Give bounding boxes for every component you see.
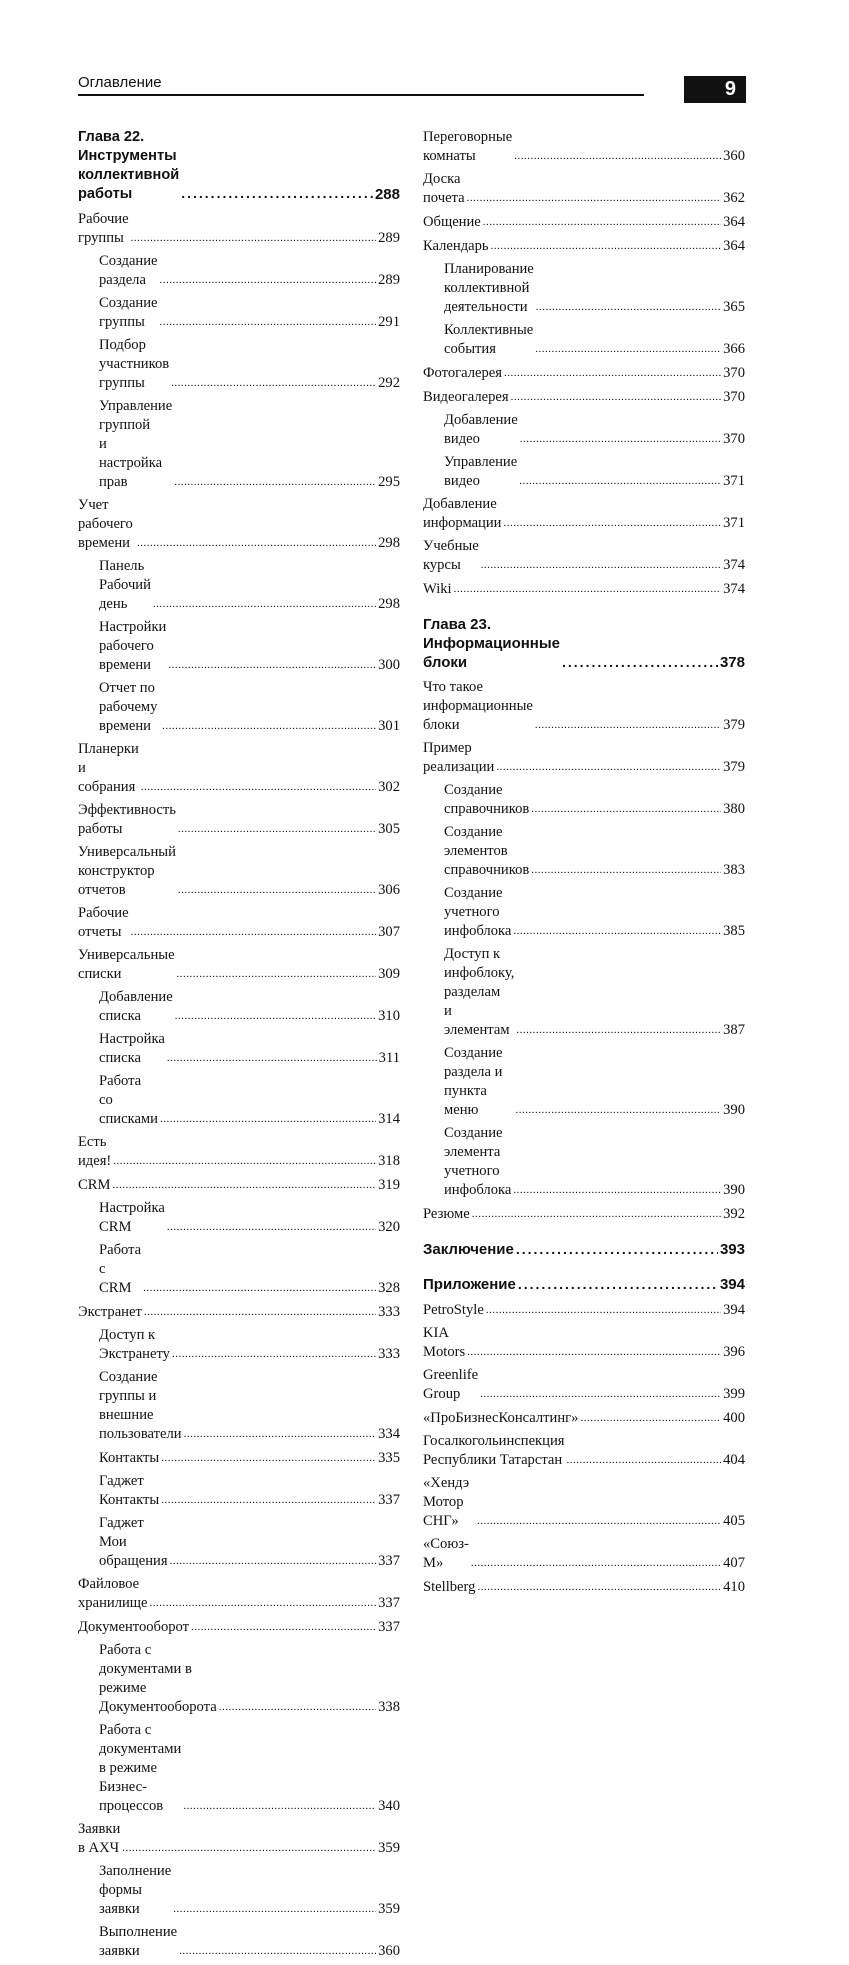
toc-entry-page: 407 (723, 1555, 745, 1571)
toc-entry-page: 405 (723, 1513, 745, 1529)
toc-entry[interactable] (78, 557, 400, 614)
dot-leader (477, 1577, 721, 1597)
toc-entry-title-line1: Планирование коллективной (444, 261, 534, 296)
dot-leader (491, 236, 722, 256)
dot-leader (131, 922, 377, 942)
toc-entry-page: 335 (378, 1450, 400, 1466)
toc-entry-page: 319 (378, 1177, 400, 1193)
toc-entry-page: 371 (723, 473, 745, 489)
dot-leader (183, 1796, 376, 1816)
dot-leader (516, 1020, 721, 1040)
dot-leader (167, 1048, 377, 1068)
toc-entry[interactable] (423, 236, 745, 256)
toc-entry-page: 302 (378, 779, 400, 795)
toc-entry-page: 320 (378, 1219, 400, 1235)
toc-entry[interactable] (423, 1432, 745, 1470)
dot-leader (179, 1941, 376, 1961)
toc-entry[interactable] (423, 739, 745, 777)
toc-entry-title-line2: инфоблока (444, 1182, 512, 1198)
toc-entry-title: Доступ к Экстранету (99, 1327, 170, 1362)
toc-entry-page: 338 (378, 1699, 400, 1715)
toc-entry-title-line1: Госалкогольинспекция (423, 1433, 565, 1449)
toc-entry-page: 370 (723, 431, 745, 447)
toc-entry-title-line2: Республики Татарстан (423, 1452, 563, 1468)
toc-entry-title: Панель Рабочий день (99, 558, 151, 612)
toc-entry-title: Заявки в АХЧ (78, 1821, 121, 1856)
toc-entry-page: 337 (378, 1553, 400, 1569)
toc-entry-title: «Хендэ Мотор СНГ» (423, 1475, 470, 1529)
toc-entry[interactable] (78, 1575, 400, 1613)
dot-leader (535, 339, 721, 359)
toc-entry-title-line2: коллективной работы (78, 167, 180, 202)
dot-leader (181, 184, 373, 204)
toc-entry-page: 337 (378, 1595, 400, 1611)
toc-entry[interactable] (423, 260, 745, 317)
toc-entry[interactable] (423, 212, 745, 232)
dot-leader (191, 1617, 376, 1637)
toc-entry-title: Создание элементов справочников (444, 824, 530, 878)
toc-entry-page: 289 (378, 272, 400, 288)
toc-entry-title: Универсальные списки (78, 947, 175, 982)
toc-entry-page: 396 (723, 1344, 745, 1360)
toc-entry[interactable] (78, 1820, 400, 1858)
toc-entry-page: 365 (723, 299, 745, 315)
dot-leader (161, 1448, 376, 1468)
toc-entry-title: Заключение (423, 1241, 514, 1258)
toc-entry[interactable] (78, 1072, 400, 1129)
dot-leader (504, 363, 721, 383)
toc-entry[interactable] (423, 1204, 745, 1224)
toc-entry-title: Рабочие группы (78, 211, 129, 246)
toc-entry-page: 334 (378, 1426, 400, 1442)
toc-entry-title-line2: и элементам (444, 1003, 510, 1038)
toc-entry[interactable] (423, 321, 745, 359)
toc-chapter-entry[interactable] (423, 1240, 745, 1259)
dot-leader (531, 860, 721, 880)
toc-entry-title: Рабочие отчеты (78, 905, 129, 940)
toc-entry-title (444, 260, 534, 317)
toc-entry-page: 359 (378, 1901, 400, 1917)
toc-entry-page: 362 (723, 190, 745, 206)
toc-entry-title: CRM (78, 1177, 111, 1193)
toc-entry[interactable] (423, 579, 745, 599)
dot-leader (515, 1100, 721, 1120)
toc-entry-title: Управление видео (444, 454, 518, 489)
toc-entry-page: 314 (378, 1111, 400, 1127)
toc-entry-title: Эффективность работы (78, 802, 176, 837)
toc-entry-page: 379 (723, 759, 745, 775)
toc-entry-page: 394 (719, 1276, 745, 1293)
toc-entry-page: 291 (378, 314, 400, 330)
dot-leader (172, 1344, 376, 1364)
toc-entry-title: Универсальный конструктор отчетов (78, 844, 176, 898)
toc-entry[interactable] (423, 411, 745, 449)
toc-entry-title (99, 1641, 217, 1717)
dot-leader (471, 1553, 721, 1573)
toc-entry-title: Планерки и собрания (78, 741, 139, 795)
toc-entry[interactable] (78, 336, 400, 393)
toc-entry-title (99, 397, 172, 492)
toc-entry[interactable] (78, 1641, 400, 1717)
toc-entry-title: «Союз-М» (423, 1536, 469, 1571)
toc-entry[interactable] (423, 884, 745, 941)
toc-entry-page: 311 (378, 1050, 400, 1066)
toc-entry-title: Добавление списка (99, 989, 173, 1024)
toc-entry-page: 359 (378, 1840, 400, 1856)
dot-leader (566, 1450, 721, 1470)
toc-entry[interactable] (78, 1199, 400, 1237)
toc-entry-title: Резюме (423, 1206, 470, 1222)
toc-entry-page: 385 (723, 923, 745, 939)
toc-entry-title: Переговорные комнаты (423, 129, 513, 164)
toc-entry[interactable] (78, 1472, 400, 1510)
toc-entry-title (78, 128, 179, 204)
toc-entry-title: Добавление видео (444, 412, 518, 447)
dot-leader (160, 312, 377, 332)
dot-leader (519, 471, 721, 491)
dot-leader (177, 964, 377, 984)
toc-entry[interactable] (423, 363, 745, 383)
dot-leader (168, 655, 376, 675)
dot-leader (184, 1424, 377, 1444)
toc-entry-page: 288 (374, 186, 400, 203)
header-rule (78, 94, 644, 96)
toc-entry[interactable] (78, 988, 400, 1026)
toc-entry-title (423, 1432, 564, 1470)
toc-entry-title (99, 1721, 181, 1816)
toc-entry[interactable] (78, 1241, 400, 1298)
dot-leader (514, 146, 721, 166)
toc-entry-page: 298 (378, 535, 400, 551)
toc-entry-page: 305 (378, 821, 400, 837)
dot-leader (150, 1593, 377, 1613)
dot-leader (173, 1899, 376, 1919)
toc-entry-page: 404 (723, 1452, 745, 1468)
toc-entry-page: 390 (723, 1102, 745, 1118)
toc-entry-page: 289 (378, 230, 400, 246)
dot-leader (467, 188, 722, 208)
dot-leader (511, 387, 722, 407)
toc-entry[interactable] (423, 1535, 745, 1573)
toc-entry-title: Контакты (99, 1450, 160, 1466)
toc-entry[interactable] (423, 945, 745, 1040)
dot-leader (496, 757, 721, 777)
toc-entry-title: Отчет по рабочему времени (99, 680, 158, 734)
toc-entry-page: 371 (723, 515, 745, 531)
toc-entry-title: Фотогалерея (423, 365, 502, 381)
toc-entry-title: Добавление информации (423, 496, 502, 531)
dot-leader (504, 513, 722, 533)
toc-entry[interactable] (78, 946, 400, 984)
dot-leader (467, 1342, 721, 1362)
toc-entry-page: 307 (378, 924, 400, 940)
toc-entry-title: Создание учетного инфоблока (444, 885, 512, 939)
toc-entry-title-line1: Работа с документами в режиме (99, 1722, 182, 1776)
toc-entry[interactable] (78, 1862, 400, 1919)
toc-entry-title: Настройка списка (99, 1031, 165, 1066)
toc-entry-page: 360 (723, 148, 745, 164)
dot-leader (481, 555, 721, 575)
toc-entry-title: «ПроБизнесКонсалтинг» (423, 1410, 579, 1426)
toc-entry[interactable] (423, 128, 745, 166)
toc-entry[interactable] (78, 1721, 400, 1816)
dot-leader (483, 212, 721, 232)
dot-leader (477, 1511, 721, 1531)
toc-entry-title: KIA Motors (423, 1325, 466, 1360)
toc-entry-title-line2: Бизнес-процессов (99, 1779, 164, 1814)
toc-entry-page: 364 (723, 214, 745, 230)
toc-entry-title: Пример реализации (423, 740, 495, 775)
toc-entry-page: 410 (723, 1579, 745, 1595)
toc-entry[interactable] (78, 679, 400, 736)
toc-entry-page: 380 (723, 801, 745, 817)
toc-entry[interactable] (78, 1326, 400, 1364)
toc-entry[interactable] (423, 537, 745, 575)
dot-leader (531, 799, 721, 819)
dot-leader (171, 373, 376, 393)
dot-leader (160, 1109, 376, 1129)
toc-entry-title: Учет рабочего времени (78, 497, 133, 551)
toc-entry-title: Доска почета (423, 171, 465, 206)
toc-entry-title: Видеогалерея (423, 389, 509, 405)
toc-entry-page: 310 (378, 1008, 400, 1024)
dot-leader (178, 819, 376, 839)
toc-entry[interactable] (423, 1577, 745, 1597)
dot-leader (480, 1384, 721, 1404)
dot-leader (520, 429, 721, 449)
toc-entry[interactable] (78, 1175, 400, 1195)
toc-entry-page: 333 (378, 1304, 400, 1320)
dot-leader (219, 1697, 376, 1717)
toc-entry-page: 298 (378, 596, 400, 612)
toc-entry-title-line1: Глава 23. Информационные (423, 616, 561, 652)
toc-entry-page: 370 (723, 389, 745, 405)
toc-entry-title: Общение (423, 214, 481, 230)
toc-entry-title: Заполнение формы заявки (99, 1863, 172, 1917)
dot-leader (454, 579, 722, 599)
toc-entry[interactable] (423, 1300, 745, 1320)
dot-leader (178, 880, 376, 900)
toc-entry-title: Работа с CRM (99, 1242, 142, 1296)
toc-entry-title: Создание раздела и пункта меню (444, 1045, 503, 1118)
dot-leader (162, 716, 376, 736)
toc-entry[interactable] (78, 496, 400, 553)
toc-entry-title: Настройка CRM (99, 1200, 165, 1235)
toc-entry-page: 309 (378, 966, 400, 982)
dot-leader (174, 472, 376, 492)
toc-entry[interactable] (423, 387, 745, 407)
dot-leader (513, 921, 721, 941)
toc-entry[interactable] (78, 801, 400, 839)
toc-entry-page: 390 (723, 1182, 745, 1198)
toc-entry-page: 328 (378, 1280, 400, 1296)
toc-entry-title: PetroStyle (423, 1302, 484, 1318)
dot-leader (131, 228, 377, 248)
toc-entry-page: 301 (378, 718, 400, 734)
toc-entry[interactable] (78, 1302, 400, 1322)
dot-leader (137, 533, 376, 553)
toc-entry-title: Календарь (423, 238, 489, 254)
toc-entry-title-line1: Доступ к инфоблоку, разделам (444, 946, 515, 1000)
toc-entry[interactable] (78, 1514, 400, 1571)
toc-entry-title: Настройки рабочего времени (99, 619, 167, 673)
toc-entry-page: 292 (378, 375, 400, 391)
dot-leader (144, 1302, 376, 1322)
toc-entry[interactable] (78, 1448, 400, 1468)
toc-chapter-entry[interactable] (78, 128, 400, 204)
toc-entry-page: 340 (378, 1798, 400, 1814)
toc-column-left (78, 128, 400, 1965)
toc-entry-page: 392 (723, 1206, 745, 1222)
dot-leader (513, 1180, 721, 1200)
toc-entry[interactable] (78, 1030, 400, 1068)
dot-leader (161, 1490, 376, 1510)
dot-leader (122, 1838, 376, 1858)
toc-entry-page: 394 (723, 1302, 745, 1318)
toc-entry[interactable] (423, 1408, 745, 1428)
toc-entry-title: Приложение (423, 1276, 516, 1293)
toc-entry-title: Подбор участников группы (99, 337, 170, 391)
toc-entry[interactable] (423, 1044, 745, 1120)
toc-entry-title-line2: Документооборота (99, 1699, 217, 1715)
toc-entry-page: 374 (723, 581, 745, 597)
toc-entry-page: 364 (723, 238, 745, 254)
toc-chapter-entry[interactable] (423, 1275, 745, 1294)
dot-leader (472, 1204, 721, 1224)
dot-leader (141, 777, 376, 797)
toc-entry[interactable] (423, 781, 745, 819)
toc-entry-title: Документооборот (78, 1619, 190, 1635)
dot-leader (113, 1151, 376, 1171)
dot-leader (167, 1217, 376, 1237)
toc-entry-title-line2: пользователи (99, 1426, 182, 1442)
toc-entry-title-line2: и настройка прав (99, 436, 163, 490)
toc-entry-title: Создание справочников (444, 782, 530, 817)
toc-entry-page: 337 (378, 1619, 400, 1635)
toc-entry-title (423, 615, 560, 672)
toc-entry[interactable] (78, 740, 400, 797)
toc-entry-page: 383 (723, 862, 745, 878)
toc-entry[interactable] (423, 453, 745, 491)
toc-entry-page: 306 (378, 882, 400, 898)
toc-entry-title-line1: Работа с документами в режиме (99, 1642, 192, 1696)
toc-entry-page: 295 (378, 474, 400, 490)
toc-entry-page: 333 (378, 1346, 400, 1362)
toc-entry[interactable] (423, 495, 745, 533)
toc-entry[interactable] (78, 618, 400, 675)
dot-leader (170, 1551, 377, 1571)
dot-leader (153, 594, 376, 614)
toc-entry-page: 393 (719, 1241, 745, 1258)
toc-entry-page: 400 (723, 1410, 745, 1426)
dot-leader (143, 1278, 376, 1298)
toc-entry-title: Wiki (423, 581, 452, 597)
toc-entry[interactable] (78, 843, 400, 900)
toc-entry[interactable] (423, 1124, 745, 1200)
toc-entry[interactable] (78, 1923, 400, 1961)
toc-entry-title: Stellberg (423, 1579, 476, 1595)
toc-entry-page: 360 (378, 1943, 400, 1959)
toc-entry-title-line2: блоки (423, 654, 468, 671)
toc-entry[interactable] (423, 1366, 745, 1404)
toc-entry-title: Гаджет Мои обращения (99, 1515, 168, 1569)
toc-entry-title-line1: Управление группой (99, 398, 173, 433)
toc-chapter-entry[interactable] (423, 615, 745, 672)
toc-entry[interactable] (78, 904, 400, 942)
toc-entry-title (444, 945, 514, 1040)
toc-entry-title: Создание группы (99, 295, 158, 330)
running-header-title: Оглавление (78, 74, 162, 91)
toc-entry-page: 379 (723, 717, 745, 733)
toc-entry-page: 399 (723, 1386, 745, 1402)
toc-entry-page: 374 (723, 557, 745, 573)
toc-column-right (423, 128, 745, 1601)
dot-leader (112, 1175, 376, 1195)
toc-entry-title (444, 1124, 511, 1200)
toc-entry-title: Выполнение заявки (99, 1924, 178, 1959)
dot-leader (516, 1240, 718, 1259)
toc-entry-title: Greenlife Group (423, 1367, 479, 1402)
toc-entry-title: Файловое хранилище (78, 1576, 148, 1611)
toc-entry-title-line1: Создание группы и внешние (99, 1369, 158, 1423)
toc-entry-title: Есть идея! (78, 1134, 112, 1169)
toc-entry-title-line2: деятельности (444, 299, 528, 315)
toc-entry[interactable] (423, 678, 745, 735)
toc-entry-title: Экстранет (78, 1304, 142, 1320)
dot-leader (536, 297, 721, 317)
toc-entry-title: Создание раздела (99, 253, 158, 288)
toc-entry[interactable] (78, 210, 400, 248)
toc-entry[interactable] (78, 1617, 400, 1637)
toc-entry[interactable] (78, 294, 400, 332)
dot-leader (535, 715, 721, 735)
toc-entry-title: Гаджет Контакты (99, 1473, 160, 1508)
dot-leader (562, 653, 718, 672)
page-number-badge: 9 (684, 76, 746, 103)
toc-entry-page: 300 (378, 657, 400, 673)
toc-entry-page: 366 (723, 341, 745, 357)
toc-entry-title-line1: Создание элемента учетного (444, 1125, 503, 1179)
toc-entry[interactable] (78, 1133, 400, 1171)
toc-entry-title-line1: Глава 22. Инструменты (78, 129, 177, 164)
toc-entry-page: 378 (719, 654, 745, 671)
toc-entry[interactable] (78, 252, 400, 290)
dot-leader (518, 1275, 718, 1294)
toc-entry-title (99, 1368, 182, 1444)
toc-entry-title: Коллективные события (444, 322, 534, 357)
toc-entry[interactable] (423, 170, 745, 208)
toc-entry-page: 318 (378, 1153, 400, 1169)
toc-entry[interactable] (423, 823, 745, 880)
toc-entry[interactable] (78, 397, 400, 492)
toc-entry[interactable] (423, 1324, 745, 1362)
toc-entry-page: 370 (723, 365, 745, 381)
dot-leader (160, 270, 377, 290)
toc-entry[interactable] (78, 1368, 400, 1444)
dot-leader (175, 1006, 376, 1026)
toc-entry-title: Работа со списками (99, 1073, 158, 1127)
toc-entry-page: 337 (378, 1492, 400, 1508)
dot-leader (486, 1300, 721, 1320)
dot-leader (580, 1408, 721, 1428)
toc-entry-page: 387 (723, 1022, 745, 1038)
toc-entry[interactable] (423, 1474, 745, 1531)
toc-entry-title: Что такое информационные блоки (423, 679, 533, 733)
toc-entry-title: Учебные курсы (423, 538, 479, 573)
